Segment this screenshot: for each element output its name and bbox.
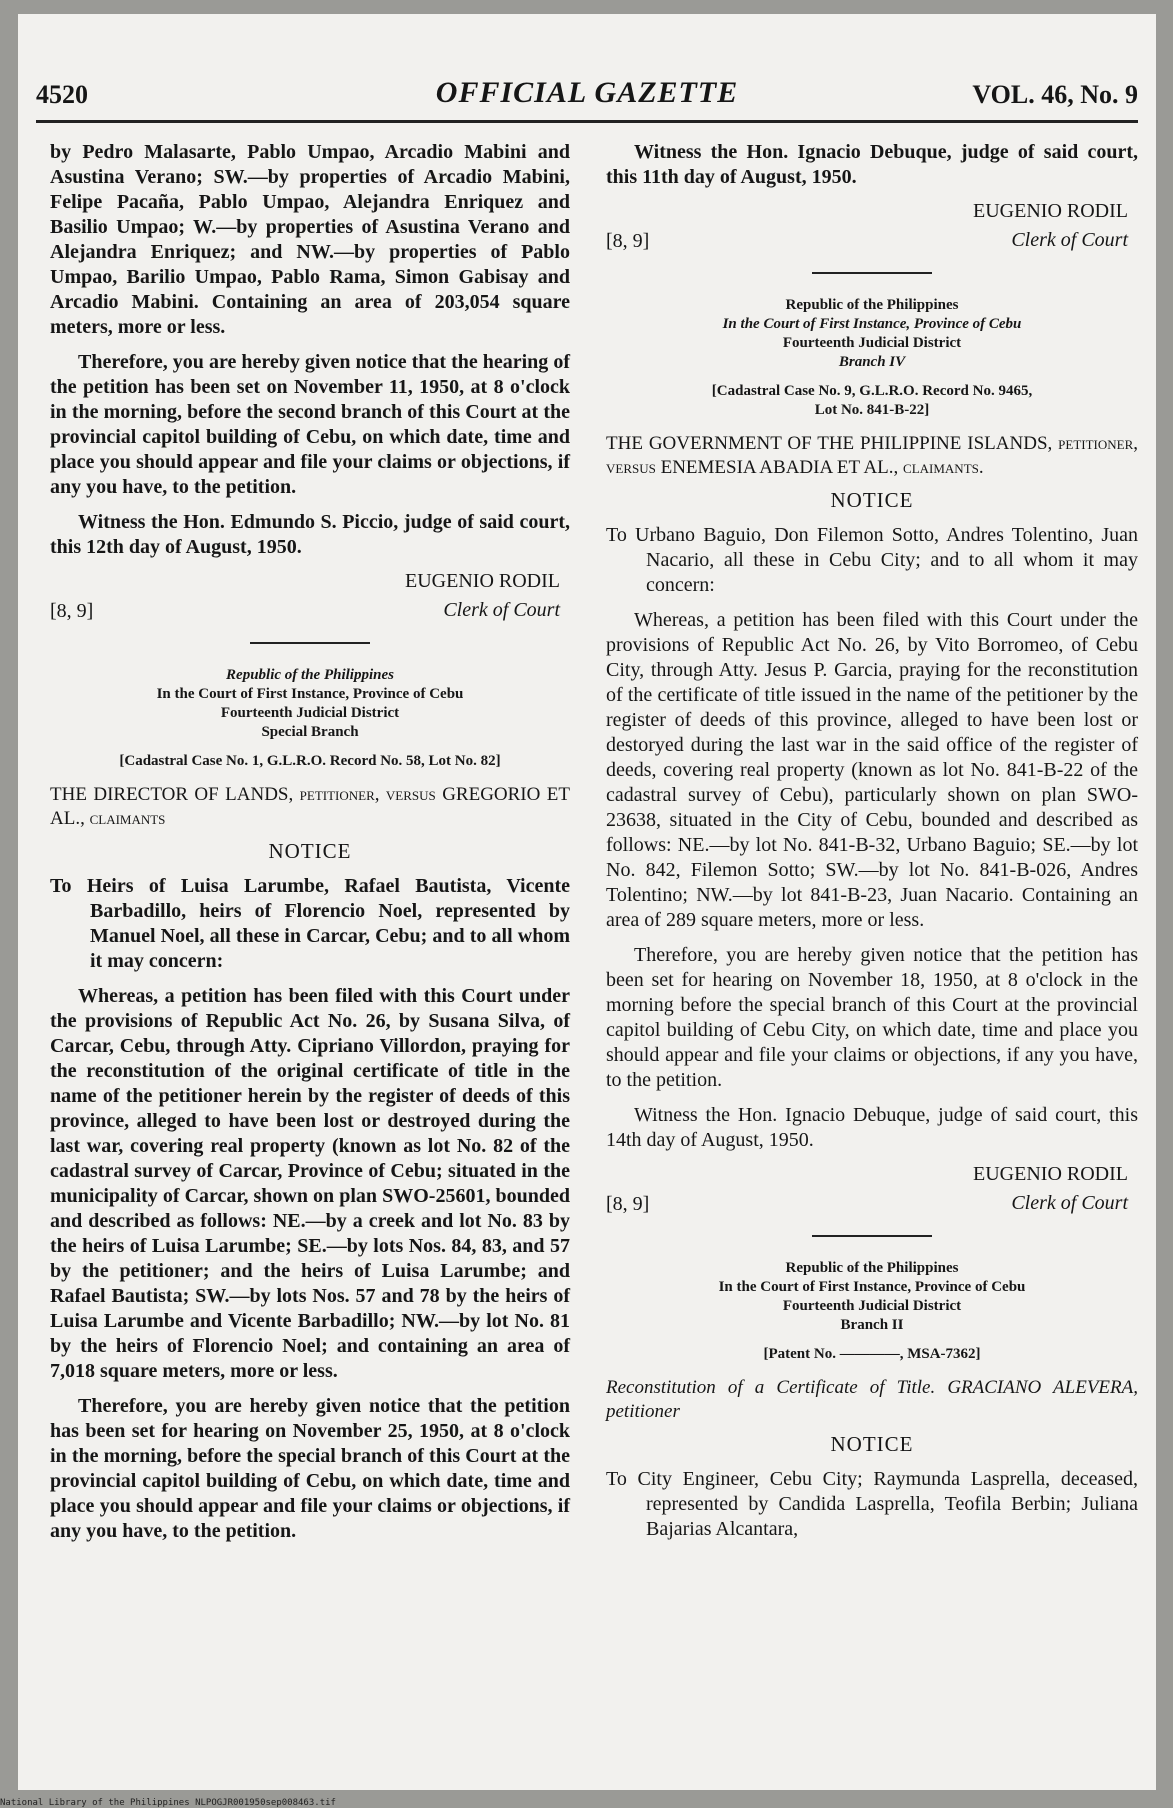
- clerk-title-top: Clerk of Court: [1011, 229, 1128, 251]
- issue-reference-top: [8, 9]: [606, 230, 650, 252]
- caption-court: In the Court of First Instance, Province of Cebu: [156, 686, 464, 702]
- caption-branch: Branch II: [840, 1317, 904, 1333]
- therefore-paragraph: Therefore, you are hereby given notice that the hearing of the petition has been set on November 11, 1950, at 8 o'clock in the morning, before the second branch of this Court at the provincial capitol building of Cebu, on which date, time and place you should appear and file your claims or objections, if any you have, to the petition.: [50, 351, 570, 498]
- therefore-paragraph-2: Therefore, you are hereby given notice that the petition has been set for hearing on November 25, 1950, at 8 o'clock in the morning, before the special branch of this Court at the provincial capitol building of Cebu, on which date, time and place you should appear and file your claims or objections, if any you have, to the petition.: [50, 1395, 570, 1542]
- section-divider: [812, 1235, 932, 1237]
- court-caption: [606, 1259, 1138, 1335]
- case-parties: Reconstitution of a Certificate of Title. GRACIANO ALEVERA, petitioner: [606, 1377, 1138, 1422]
- caption-branch: Special Branch: [261, 724, 359, 740]
- gazette-page: [18, 14, 1156, 1790]
- notice-addressees: To Heirs of Luisa Larumbe, Rafael Bautista, Vicente Barbadillo, heirs of Florencio Noel, represented by Manuel Noel, all these in Carcar, Cebu; and to all whom it may concern:: [50, 875, 570, 972]
- witness-paragraph: Witness the Hon. Ignacio Debuque, judge of said court, this 14th day of August, 1950.: [606, 1104, 1138, 1151]
- court-caption: [50, 666, 570, 742]
- case-number-line-1: [Cadastral Case No. 9, G.L.R.O. Record No. 9465,: [711, 383, 1033, 399]
- right-column: [606, 140, 1138, 1552]
- caption-court: In the Court of First Instance, Province of Cebu: [722, 316, 1022, 332]
- continued-text: by Pedro Malasarte, Pablo Umpao, Arcadio Mabini and Asustina Verano; SW.—by properties of Arcadio Mabini, Felipe Pacaña, Pablo Umpao, Alejandra Enriquez and Basilio Umpao; W.—by properties of Asustina Verano and Alejandra Enriquez; and NW.—by properties of Pablo Umpao, Barilio Umpao, Pablo Rama, Simon Gabisay and Arcadio Mabini. Containing an area of 203,054 square meters, more or less.: [50, 141, 570, 338]
- caption-republic: Republic of the Philippines: [226, 667, 394, 683]
- caption-republic: Republic of the Philippines: [785, 1260, 959, 1276]
- clerk-name: EUGENIO RODIL: [405, 570, 560, 592]
- notice-heading: NOTICE: [830, 488, 914, 512]
- case-number-line-2: Lot No. 841-B-22]: [814, 402, 930, 418]
- caption-court: In the Court of First Instance, Province of Cebu: [718, 1279, 1026, 1295]
- case-number: [606, 382, 1138, 420]
- issue-reference: [8, 9]: [50, 600, 94, 622]
- page-number: 4520: [36, 80, 88, 109]
- left-column: [50, 140, 570, 1554]
- whereas-paragraph: Whereas, a petition has been filed with this Court under the provisions of Republic Act No. 26, by Susana Silva, of Carcar, Cebu, through Atty. Cipriano Villordon, praying for the reconstitution of the original certificate of title in the name of the petitioner herein by the register of deeds of this province, alleged to have been lost or destroyed during the last war, covering real property (known as lot No. 82 of the cadastral survey of Carcar, Province of Cebu; situated in the municipality of Carcar, shown on plan SWO-25601, bounded and described as follows: NE.—by a creek and lot No. 83 by the heirs of Luisa Larumbe; SE.—by lots Nos. 84, 83, and 57 by the petitioner; and the heirs of Luisa Larumbe; and Rafael Bautista; SW.—by lots Nos. 57 and 78 by the heirs of Luisa Larumbe and Vicente Barbadillo; NW.—by lot No. 81 by the heirs of Florencio Noel; and containing an area of 7,018 square meters, more or less.: [50, 985, 570, 1382]
- caption-district: Fourteenth Judicial District: [782, 335, 962, 351]
- notice-addressees: To City Engineer, Cebu City; Raymunda Lasprella, deceased, represented by Candida Lasprella, Teofila Berbin; Juliana Bajarias Alcantara,: [606, 1468, 1138, 1540]
- clerk-name-top: EUGENIO RODIL: [973, 200, 1128, 222]
- patent-number: [Patent No. ————, MSA-7362]: [763, 1346, 981, 1362]
- caption-district: Fourteenth Judicial District: [220, 705, 400, 721]
- section-divider: [250, 642, 370, 644]
- caption-branch: Branch IV: [838, 354, 906, 370]
- case-parties: THE DIRECTOR OF LANDS, petitioner, versus GREGORIO ET AL., claimants: [50, 784, 570, 829]
- caption-district: Fourteenth Judicial District: [782, 1298, 962, 1314]
- therefore-paragraph: Therefore, you are hereby given notice that the petition has been set for hearing on November 18, 1950, at 8 o'clock in the morning before the special branch of this Court at the provincial capitol building of Cebu City, on which date, time and place you should appear and file your claims or objections, if any you have, to the petition.: [606, 944, 1138, 1091]
- clerk-title: Clerk of Court: [1011, 1192, 1128, 1214]
- case-parties: THE GOVERNMENT OF THE PHILIPPINE ISLANDS, petitioner, versus ENEMESIA ABADIA ET AL., claimants.: [606, 433, 1138, 478]
- clerk-name: EUGENIO RODIL: [973, 1163, 1128, 1185]
- whereas-paragraph: Whereas, a petition has been filed with this Court under the provisions of Republic Act No. 26, by Vito Borromeo, of Cebu City, through Atty. Jesus P. Garcia, praying for the reconstitution of the certificate of title issued in the name of the petitioner by the register of deeds of this province, alleged to have been lost or destoryed during the last war in the said office of the register of deeds, covering real property (known as lot No. 841-B-22 of the cadastral survey of Cebu), particularly shown on plan SWO-23638, situated in the City of Cebu, bounded and described as follows: NE.—by lot No. 841-B-32, Urbano Baguio; SE.—by lot No. 842, Filemon Sotto; SW.—by lot No. 841-B-026, Andres Tolentino; NW.—by lot 841-B-23, Juan Nacario. Containing an area of 289 square meters, more or less.: [606, 609, 1138, 931]
- caption-republic: Republic of the Philippines: [785, 297, 959, 313]
- notice-heading: NOTICE: [268, 839, 352, 863]
- issue-reference: [8, 9]: [606, 1193, 650, 1215]
- witness-paragraph: Witness the Hon. Edmundo S. Piccio, judge of said court, this 12th day of August, 1950.: [50, 511, 570, 558]
- notice-addressees: To Urbano Baguio, Don Filemon Sotto, Andres Tolentino, Juan Nacario, all these in Cebu City; and to all whom it may concern:: [606, 524, 1138, 596]
- notice-heading: NOTICE: [830, 1432, 914, 1456]
- page-header: [36, 76, 1138, 123]
- clerk-title: Clerk of Court: [443, 599, 560, 621]
- signature-block: [606, 1163, 1138, 1221]
- witness-paragraph-top: Witness the Hon. Ignacio Debuque, judge of said court, this 11th day of August, 1950.: [606, 141, 1138, 188]
- case-number: [Cadastral Case No. 1, G.L.R.O. Record No. 58, Lot No. 82]: [119, 753, 501, 769]
- signature-block-top: [606, 200, 1138, 258]
- section-divider: [812, 272, 932, 274]
- signature-block: [50, 570, 570, 628]
- scan-footer: National Library of the Philippines NLPOGJR001950sep008463.tif: [0, 1798, 336, 1808]
- volume-number: VOL. 46, No. 9: [972, 80, 1138, 109]
- journal-title: OFFICIAL GAZETTE: [435, 76, 739, 109]
- court-caption: [606, 296, 1138, 372]
